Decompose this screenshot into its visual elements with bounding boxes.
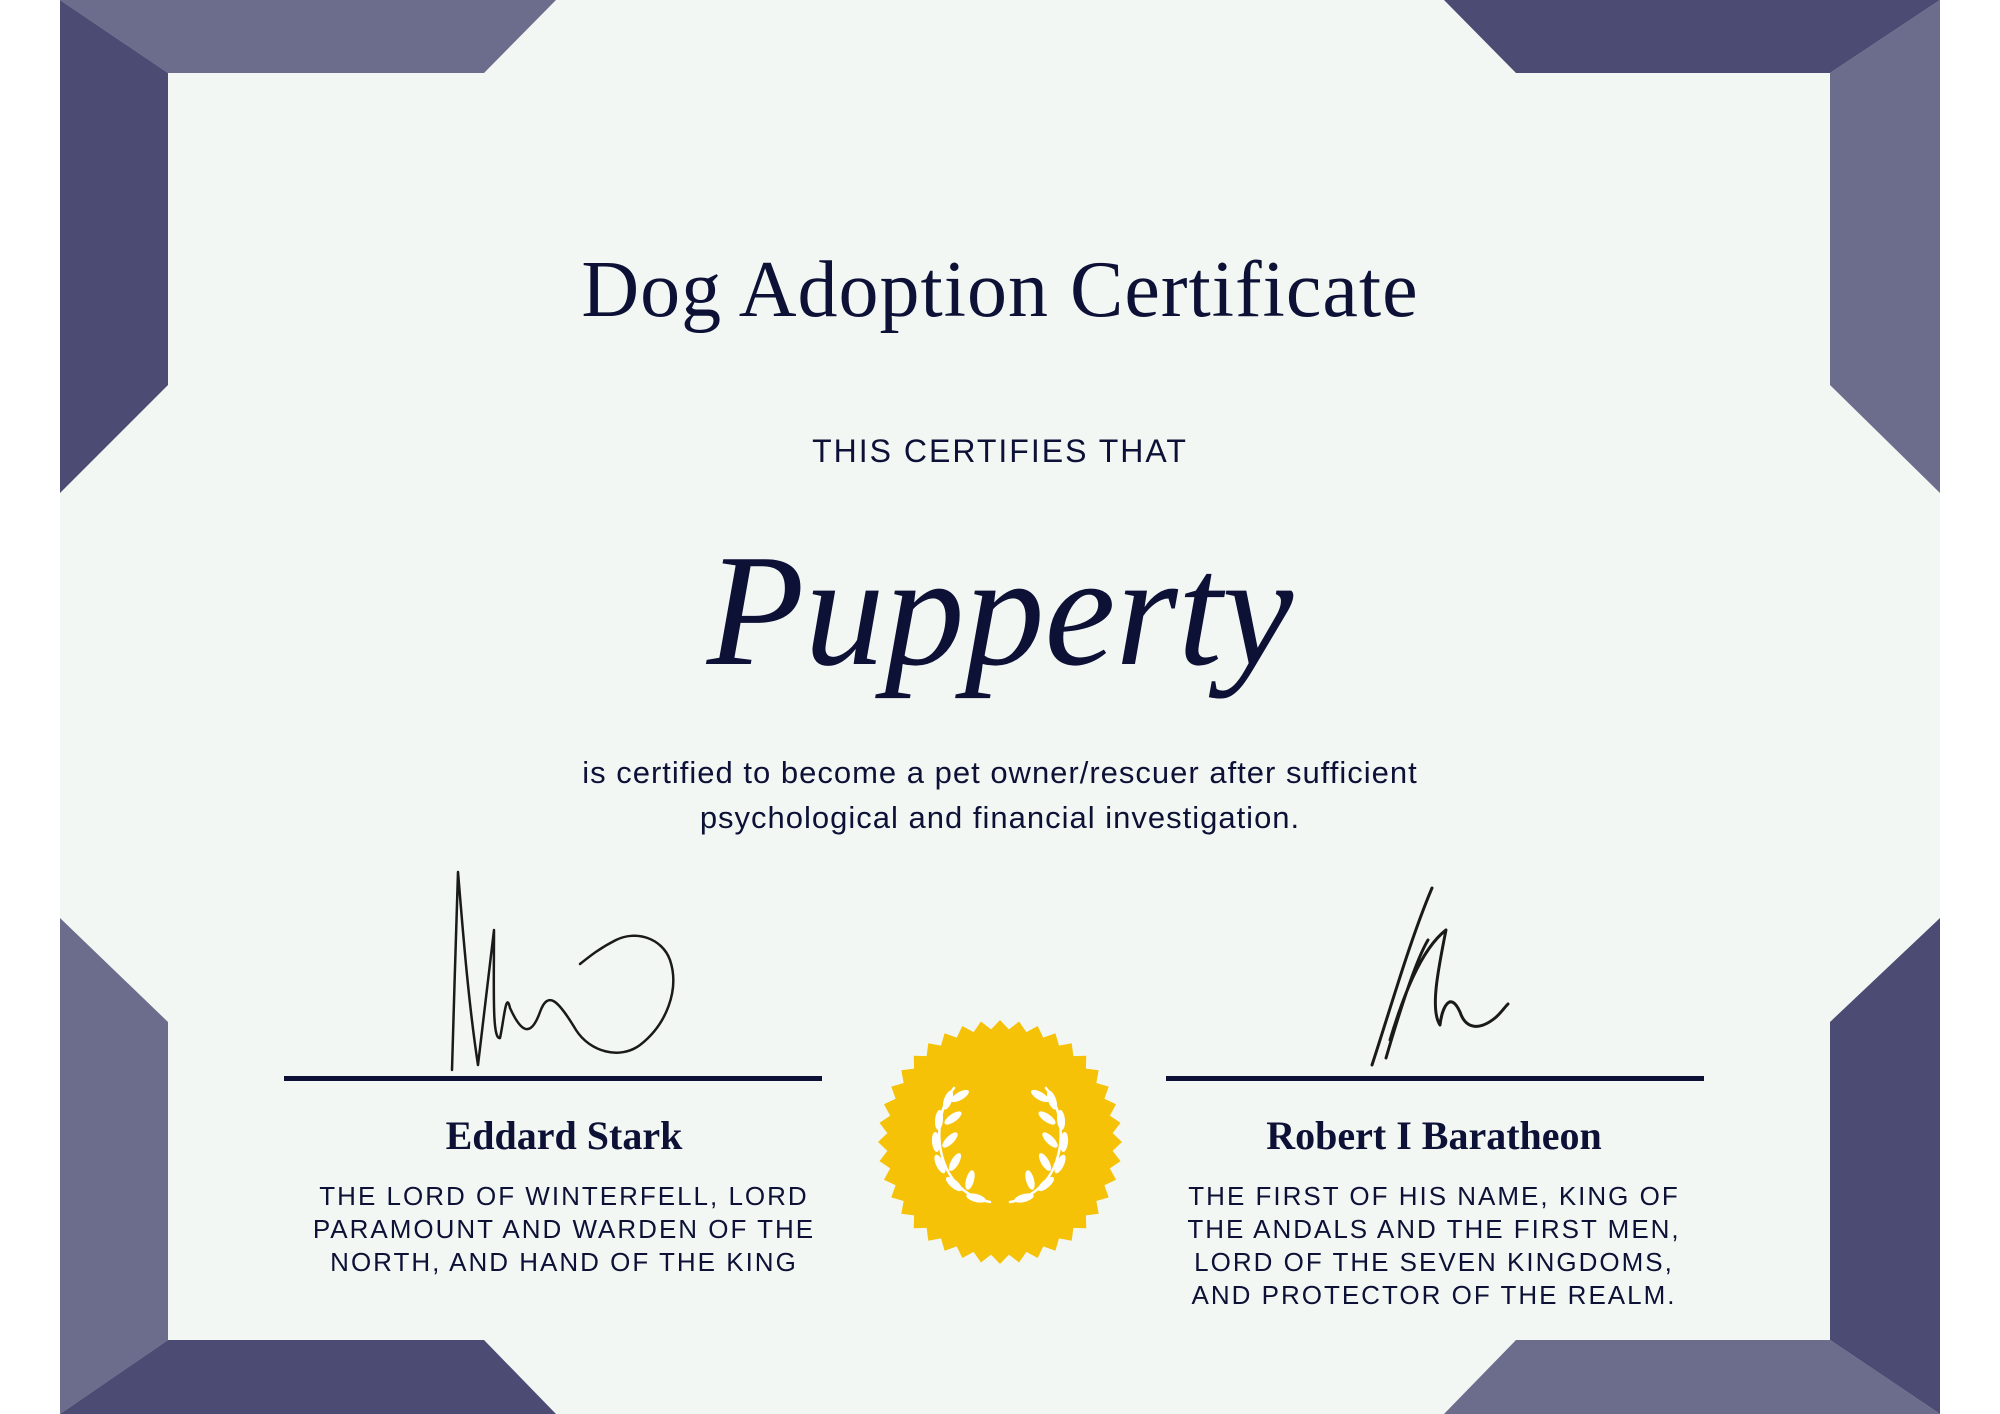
certificate-subtitle: THIS CERTIFIES THAT [812,433,1188,469]
certification-line-1: is certified to become a pet owner/rescuer after sufficient [582,755,1418,790]
signatory-title-left-line: PARAMOUNT AND WARDEN OF THE [312,1214,816,1244]
signatory-name-right: Robert I Baratheon [1266,1113,1602,1158]
signatory-title-right-line: AND PROTECTOR OF THE REALM. [1191,1280,1677,1310]
signatory-title-left-line: NORTH, AND HAND OF THE KING [330,1247,798,1277]
seal-badge [878,1020,1122,1264]
certification-statement [480,750,1520,840]
signature-line-left [284,1076,822,1081]
certification-line-2: psychological and financial investigation. [699,800,1301,835]
signatory-title-right [1144,1180,1724,1312]
recipient-name: Pupperty [706,521,1294,699]
signature-line-right [1166,1076,1704,1081]
signature-eddard-stark [430,860,690,1080]
signatory-name-left: Eddard Stark [445,1113,683,1158]
signatory-title-right-line: THE ANDALS AND THE FIRST MEN, [1187,1214,1681,1244]
signatory-title-left-line: THE LORD OF WINTERFELL, LORD [319,1181,809,1211]
certificate-title: Dog Adoption Certificate [581,246,1419,334]
signatory-title-left [274,1180,854,1279]
signatory-title-right-line: THE FIRST OF HIS NAME, KING OF [1188,1181,1680,1211]
gold-seal [876,1018,1124,1266]
signatory-title-right-line: LORD OF THE SEVEN KINGDOMS, [1194,1247,1674,1277]
signature-robert-baratheon [1360,880,1510,1070]
